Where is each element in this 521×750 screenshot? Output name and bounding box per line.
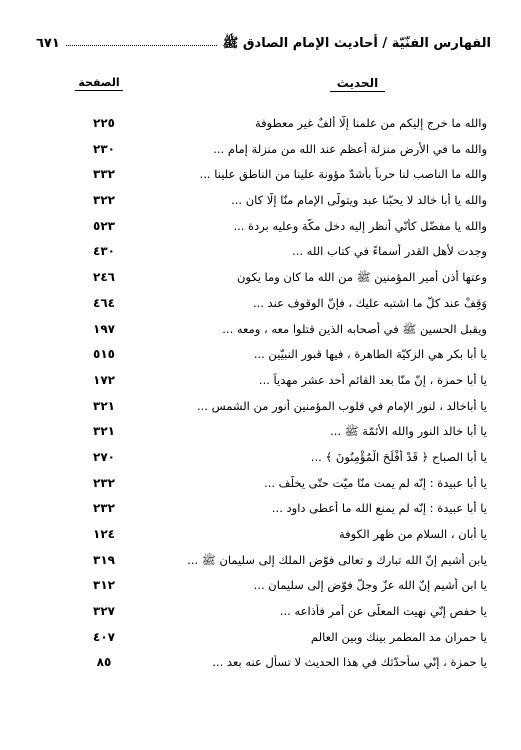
entry-text: يا حفص إنّي نهيت المعلّى عن أمرٍ فأذاعه ... bbox=[279, 604, 487, 619]
index-entry bbox=[0, 399, 521, 425]
entry-page-number: ٢٣٠ bbox=[93, 141, 115, 156]
entry-text: والله يا أبا خالد لا يحبّنا عبد ويتولّى الإمام منّا إلّا كان ... bbox=[231, 193, 487, 208]
entry-page-number: ٣٢٧ bbox=[93, 604, 115, 619]
index-entry bbox=[0, 450, 521, 476]
index-entry bbox=[0, 373, 521, 399]
entry-text: ويقبل الحسين ﷺ في أصحابه الذين قتلوا معه ، ومعه ... bbox=[222, 321, 487, 336]
entry-page-number: ٣٢١ bbox=[93, 398, 115, 413]
entry-text: والله يا مفضّل كأنّي أنظر إليه دخل مكّة وعليه بردة ... bbox=[233, 218, 487, 233]
entry-page-number: ٥٢٣ bbox=[93, 218, 115, 233]
entry-text: يا ابن أشيم إنّ الله عزّ وجلّ فوّض إلى سليمان ... bbox=[253, 578, 487, 593]
entry-page-number: ٣١٩ bbox=[93, 552, 115, 567]
entry-text: وَقِفْ عند كلّ ما اشتبه عليك ، فإنّ الوقوف عند ... bbox=[253, 295, 487, 310]
entry-page-number: ١٢٤ bbox=[93, 527, 115, 541]
index-entry bbox=[0, 604, 521, 630]
index-entry bbox=[0, 219, 521, 245]
entry-page-number: ٨٥ bbox=[96, 655, 112, 670]
index-entry bbox=[0, 244, 521, 270]
index-entry bbox=[0, 322, 521, 348]
entry-text: يابن أشيم إنّ الله تبارك و تعالى فوّض الملك إلى سليمان ﷺ ... bbox=[187, 552, 487, 567]
entry-text: يا أباخالد ، لنور الإمام في قلوب المؤمنين أنور من الشمس ... bbox=[196, 398, 487, 413]
entry-page-number: ١٩٧ bbox=[93, 321, 115, 336]
column-header-page: الصفحة bbox=[75, 76, 123, 91]
entry-page-number: ٢٤٦ bbox=[93, 270, 115, 285]
entry-page-number: ٤٣٠ bbox=[93, 244, 115, 259]
column-header-hadith: الحديث bbox=[330, 76, 385, 92]
index-entry bbox=[0, 296, 521, 322]
entry-page-number: ٢٣٢ bbox=[93, 501, 115, 516]
header-title: الفهارس الفنّيّة / أحاديث الإمام الصادق ﷺ bbox=[222, 36, 491, 51]
entry-page-number: ٤٦٤ bbox=[93, 295, 115, 310]
entry-text: يا أبا الصباح ﴿ قَدْ أَفْلَحَ الْمُؤْمِنُونَ ﴾ ... bbox=[310, 449, 487, 464]
entry-page-number: ١٧٢ bbox=[93, 372, 115, 387]
index-entry bbox=[0, 142, 521, 168]
index-entry bbox=[0, 270, 521, 296]
entry-text: يا أبا بكر هي الزكيّة الطاهرة ، فيها قبور النبيّين ... bbox=[253, 347, 487, 362]
entry-text: وعتها أذن أمير المؤمنين ﷺ من الله ما كان وما يكون bbox=[236, 270, 487, 285]
entry-text: والله ما في الأرض منزلة أعظم عند الله من منزلة إمام ... bbox=[213, 141, 487, 156]
index-entry bbox=[0, 476, 521, 502]
entry-page-number: ٣٢٢ bbox=[93, 193, 115, 208]
entry-text: وجدت لأهل القدر أسماءً في كتاب الله ... bbox=[292, 244, 487, 259]
entry-page-number: ٣١٢ bbox=[93, 578, 115, 593]
entry-page-number: ٢٧٠ bbox=[93, 449, 115, 464]
index-entry bbox=[0, 116, 521, 142]
column-headers bbox=[0, 76, 521, 98]
entry-text: يا أبا عبيدة : إنّه لم يمنع الله ما أعطى داود ... bbox=[271, 501, 487, 516]
entry-text: يا حمزة ، إنّي سأحدّثك في هذا الحديث لا تسأل عنه بعد ... bbox=[212, 655, 487, 670]
index-entry bbox=[0, 578, 521, 604]
index-entry bbox=[0, 630, 521, 656]
index-entry bbox=[0, 347, 521, 373]
entry-page-number: ٤٠٧ bbox=[93, 629, 115, 644]
entry-text: يا أبا حمزة ، إنّ منّا بعد القائم أحد عشر مهدياً ... bbox=[258, 372, 487, 387]
entry-page-number: ٣٢١ bbox=[93, 424, 115, 439]
running-header bbox=[36, 35, 491, 54]
index-entry bbox=[0, 655, 521, 681]
dot-leader bbox=[66, 44, 217, 46]
index-entry bbox=[0, 167, 521, 193]
index-entry bbox=[0, 501, 521, 527]
index-entry bbox=[0, 553, 521, 579]
index-entry bbox=[0, 527, 521, 553]
entry-page-number: ٢٢٥ bbox=[93, 116, 115, 130]
entry-text: يا حمران مد المطمر بينك وبين العالم bbox=[310, 629, 487, 644]
entry-text: يا أبان ، السلام من ظهر الكوفة bbox=[338, 527, 487, 541]
entry-text: والله ما الناصب لنا حرباً بأشدّ مؤونة علينا من الناطق علينا ... bbox=[199, 167, 487, 182]
index-entry bbox=[0, 193, 521, 219]
entry-page-number: ٣٣٢ bbox=[93, 167, 115, 182]
index-entries bbox=[0, 116, 521, 681]
entry-text: والله ما خرج إليكم من علمنا إلّا ألفٌ غير معطوفة bbox=[255, 116, 487, 130]
entry-page-number: ٥١٥ bbox=[93, 347, 115, 362]
entry-page-number: ٢٣٢ bbox=[93, 475, 115, 490]
index-entry bbox=[0, 424, 521, 450]
entry-text: يا أبا عبيدة : إنّه لم يمت منّا ميّت حتّى يخلّف ... bbox=[264, 475, 487, 490]
entry-text: يا أبا خالد النور والله الأئمّة ﷺ ... bbox=[330, 424, 487, 439]
header-page-number: ٦٧١ bbox=[36, 36, 60, 51]
